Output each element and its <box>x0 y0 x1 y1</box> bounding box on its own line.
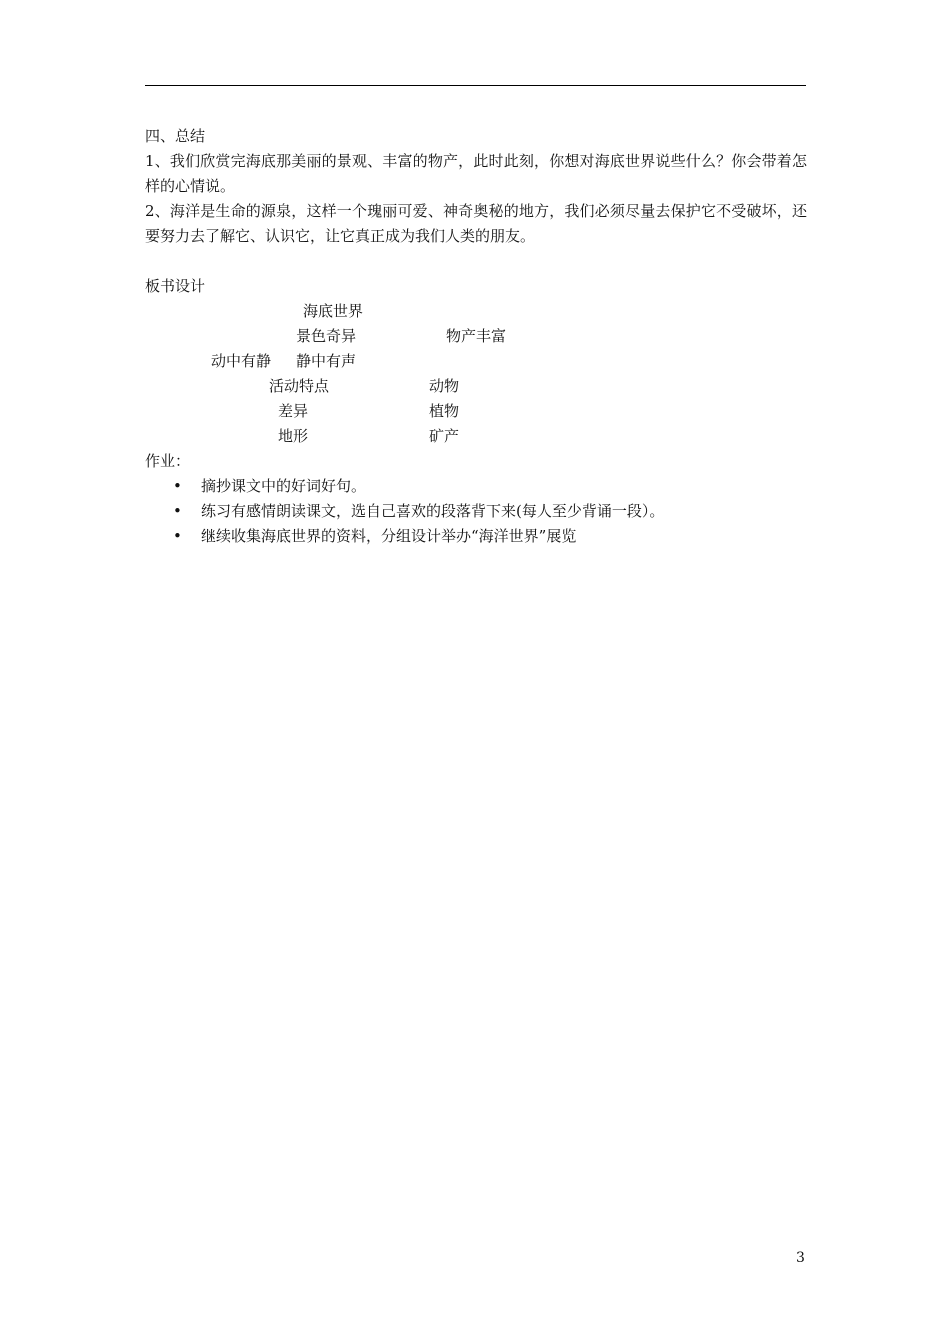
board-right-item: 动物 <box>429 377 460 395</box>
board-right-branch: 物产丰富 <box>446 327 507 345</box>
homework-list <box>145 474 807 549</box>
document-body <box>145 124 807 549</box>
board-left-item: 活动特点 <box>269 377 330 395</box>
board-sub-left-1: 动中有静 <box>211 352 272 370</box>
homework-item-text: 继续收集海底世界的资料，分组设计举办“海洋世界”展览 <box>201 527 577 545</box>
homework-item-text: 摘抄课文中的好词好句。 <box>201 477 367 495</box>
page-number: 3 <box>796 1250 805 1266</box>
section-heading: 四、总结 <box>145 127 206 145</box>
board-title: 海底世界 <box>303 302 364 320</box>
board-heading: 板书设计 <box>145 277 206 295</box>
bullet-icon: • <box>173 502 182 520</box>
bullet-icon: • <box>173 477 182 495</box>
board-right-item: 植物 <box>429 402 460 420</box>
board-left-branch: 景色奇异 <box>296 327 357 345</box>
summary-item-1: 1、我们欣赏完海底那美丽的景观、丰富的物产，此时此刻，你想对海底世界说些什么？你会带着怎样的心情说。 <box>145 152 807 195</box>
list-item <box>145 474 807 499</box>
homework-heading: 作业： <box>145 452 191 470</box>
board-right-item: 矿产 <box>429 427 460 445</box>
list-item <box>145 524 807 549</box>
header-rule <box>145 85 806 86</box>
board-left-item: 地形 <box>278 427 309 445</box>
homework-item-text: 练习有感情朗读课文，选自己喜欢的段落背下来(每人至少背诵一段）。 <box>201 502 665 520</box>
board-layout <box>145 299 807 449</box>
spacer <box>145 249 807 274</box>
bullet-icon: • <box>173 527 182 545</box>
board-left-item: 差异 <box>278 402 309 420</box>
board-sub-left-2: 静中有声 <box>296 352 357 370</box>
summary-item-2: 2、海洋是生命的源泉，这样一个瑰丽可爱、神奇奥秘的地方，我们必须尽量去保护它不受破坏，还要努力去了解它、认识它，让它真正成为我们人类的朋友。 <box>145 202 807 245</box>
list-item <box>145 499 807 524</box>
